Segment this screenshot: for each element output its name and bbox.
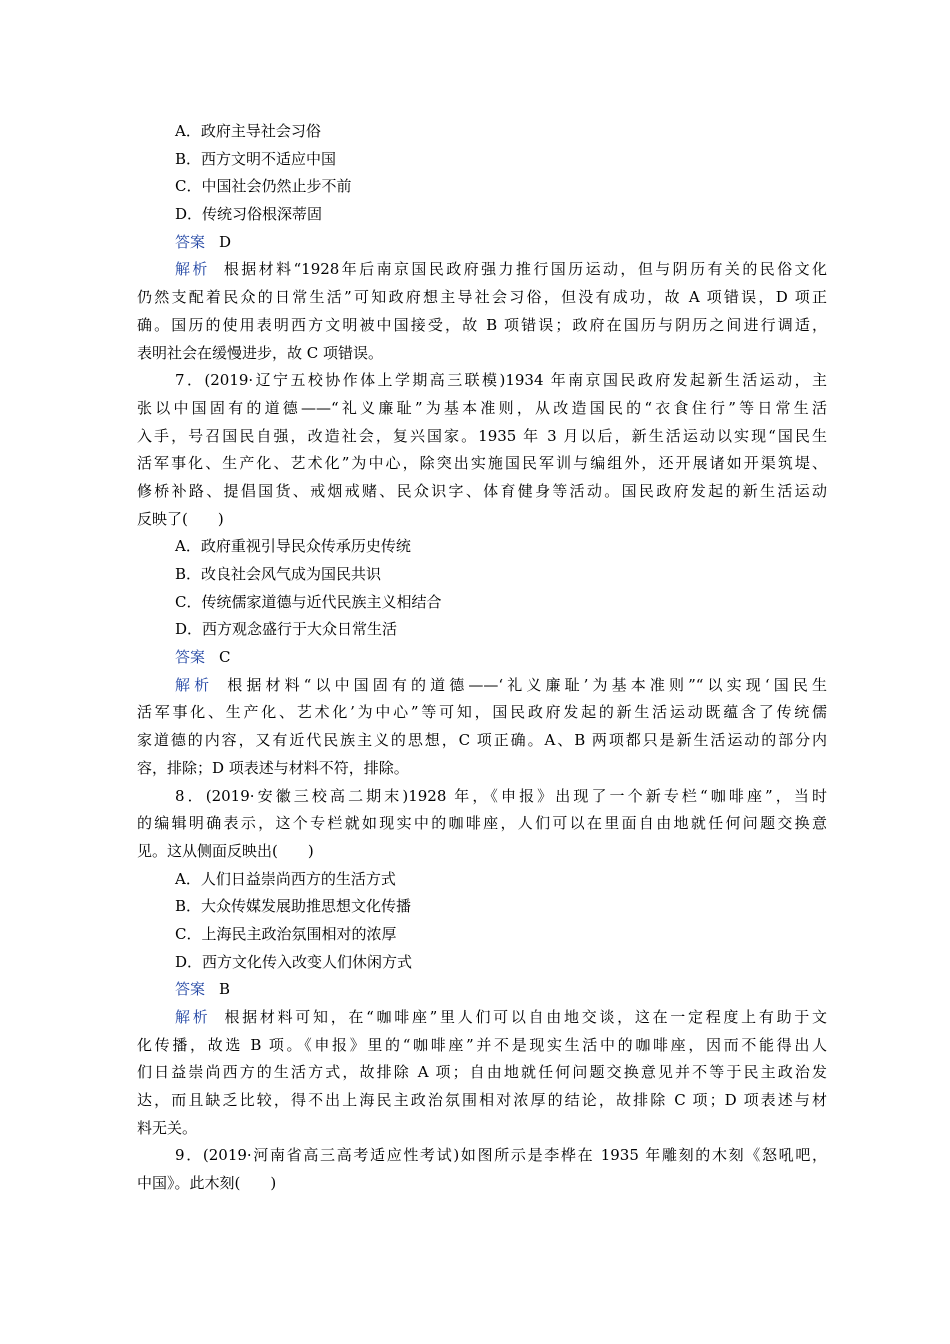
q6-analysis-line: 表明社会在缓慢进步，故 C 项错误。 xyxy=(137,343,384,362)
q7-analysis-line: 容，排除；D 项表述与材料不符，排除。 xyxy=(137,758,409,777)
question-6 xyxy=(137,118,827,367)
q7-stem-line: 活军事化、生产化、艺术化”为中心，除突出实施国民军训与编组外，还开展诸如开渠筑堤、 xyxy=(137,454,827,473)
q7-stem-line: 修桥补路、提倡国货、戒烟戒赌、民众识字、体育健身等活动。国民政府发起的新生活运动 xyxy=(137,481,827,500)
answer-label: 答案 xyxy=(175,648,206,667)
q7-stem-line: 张以中国固有的道德——“礼义廉耻”为基本准则，从改造国民的“衣食住行”等日常生活 xyxy=(137,398,827,417)
q9-stem-line: 中国》。此木刻( ) xyxy=(137,1174,277,1193)
answer-label: 答案 xyxy=(175,232,206,251)
q6-analysis-line: 仍然支配着民众的日常生活”可知政府想主导社会习俗，但没有成功，故 A 项错误，D 项正 xyxy=(137,288,827,307)
q7-stem-line: 7．(2019·辽宁五校协作体上学期高三联模)1934 年南京国民政府发起新生活运动，主 xyxy=(175,371,827,390)
q8-option-a: A．人们日益崇尚西方的生活方式 xyxy=(175,869,396,888)
q8-analysis-line: 料无关。 xyxy=(137,1118,198,1137)
q8-option-d: D．西方文化传入改变人们休闲方式 xyxy=(175,952,413,971)
q7-answer xyxy=(137,644,827,672)
question-7 xyxy=(137,367,827,782)
analysis-label: 解析 xyxy=(175,675,214,694)
q6-option-c: C．中国社会仍然止步不前 xyxy=(175,177,352,196)
q7-analysis-line: 家道德的内容，又有近代民族主义的思想，C 项正确。A、B 两项都只是新生活运动的部分内 xyxy=(137,731,827,750)
q8-option-b: B．大众传媒发展助推思想文化传播 xyxy=(175,897,412,916)
q8-stem-line: 的编辑明确表示，这个专栏就如现实中的咖啡座，人们可以在里面自由地就任何问题交换意 xyxy=(137,814,827,833)
q7-option-a: A．政府重视引导民众传承历史传统 xyxy=(175,537,411,556)
q9-stem-line: 9．(2019·河南省高三高考适应性考试)如图所示是李桦在 1935 年雕刻的木刻《怒吼吧， xyxy=(175,1146,827,1165)
q7-analysis-line xyxy=(137,672,827,700)
analysis-text: 根据材料可知，在“咖啡座”里人们可以自由地交谈，这在一定程度上有助于文 xyxy=(224,1008,827,1026)
question-9 xyxy=(137,1142,827,1197)
q8-analysis-line xyxy=(137,1004,827,1032)
answer-value: B xyxy=(219,980,231,999)
q8-option-c: C．上海民主政治氛围相对的浓厚 xyxy=(175,924,397,943)
q6-option-d: D．传统习俗根深蒂固 xyxy=(175,205,323,224)
q6-option-b: B．西方文明不适应中国 xyxy=(175,149,337,168)
analysis-text: 根据材料“以中国固有的道德——‘礼义廉耻’为基本准则”“以实现‘国民生 xyxy=(227,675,827,694)
q8-answer xyxy=(137,976,827,1004)
q6-analysis-line: 确。国历的使用表明西方文明被中国接受，故 B 项错误；政府在国历与阴历之间进行调适， xyxy=(137,315,827,334)
q8-stem-line: 见。这从侧面反映出( ) xyxy=(137,841,314,860)
q7-option-b: B．改良社会风气成为国民共识 xyxy=(175,565,382,583)
q7-stem-line: 反映了( ) xyxy=(137,509,224,528)
q7-stem-line: 入手，号召国民自强，改造社会，复兴国家。1935 年 3 月以后，新生活运动以实现“国民生 xyxy=(137,426,827,445)
q7-option-c: C．传统儒家道德与近代民族主义相结合 xyxy=(175,592,442,611)
q6-answer xyxy=(137,229,827,257)
question-8 xyxy=(137,783,827,1143)
q8-analysis-line: 们日益崇尚西方的生活方式，故排除 A 项；自由地就任何问题交换意见并不等于民主政治发 xyxy=(137,1063,827,1082)
analysis-text: 根据材料“1928年后南京国民政府强力推行国历运动，但与阴历有关的民俗文化 xyxy=(223,260,827,279)
q8-analysis-line: 达，而且缺乏比较，得不出上海民主政治氛围相对浓厚的结论，故排除 C 项；D 项表述与材 xyxy=(137,1091,827,1110)
analysis-label: 解析 xyxy=(175,1008,211,1026)
answer-value: D xyxy=(219,232,232,251)
answer-value: C xyxy=(219,648,231,667)
page-content xyxy=(137,118,827,1198)
q8-analysis-line: 化传播，故选 B 项。《申报》里的“咖啡座”并不是现实生活中的咖啡座，因而不能得出人 xyxy=(137,1035,827,1054)
q8-stem-line: 8．(2019·安徽三校高二期末)1928 年，《申报》出现了一个新专栏“咖啡座”，当时 xyxy=(175,786,827,805)
q7-analysis-line: 活军事化、生产化、艺术化’为中心”等可知，国民政府发起的新生活运动既蕴含了传统儒 xyxy=(137,703,827,722)
q6-option-a: A．政府主导社会习俗 xyxy=(175,122,321,140)
analysis-label: 解析 xyxy=(175,260,210,279)
q7-option-d: D．西方观念盛行于大众日常生活 xyxy=(175,620,398,639)
answer-label: 答案 xyxy=(175,980,206,999)
q6-analysis-line xyxy=(137,256,827,284)
